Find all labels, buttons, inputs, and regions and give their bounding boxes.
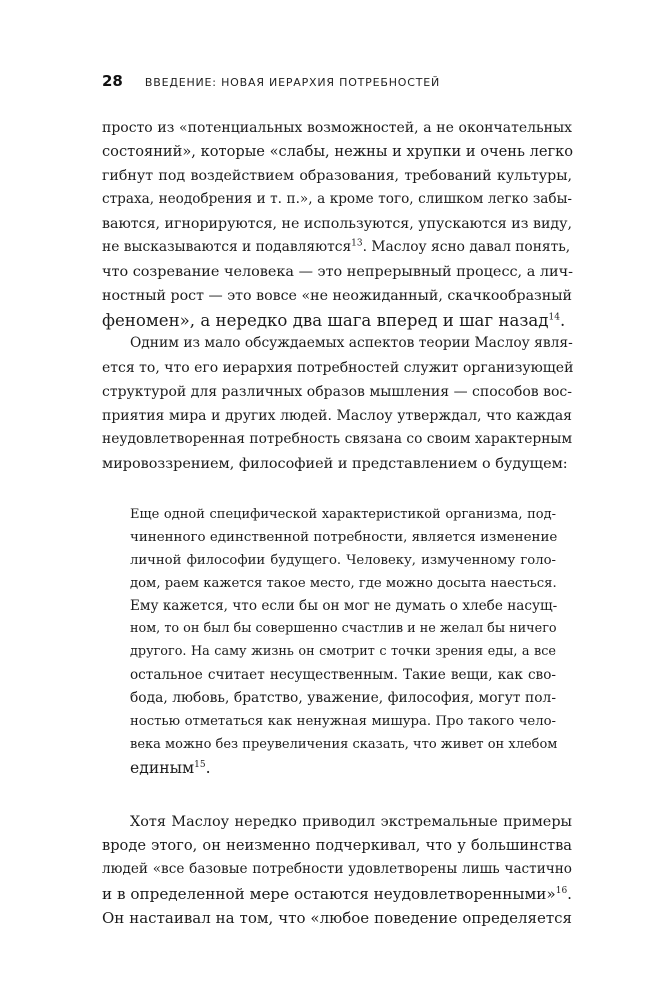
text-run: . — [205, 759, 211, 777]
footnote-ref-16: 16 — [555, 885, 568, 896]
body-line: неудовлетворенная потребность связана со своим характерным — [102, 431, 573, 447]
text-run: не высказываются и подавляются — [102, 239, 352, 255]
quote-line: бода, любовь, братство, уважение, философия, могут пол- — [130, 690, 556, 706]
body-line: ваются, игнорируются, не используются, упускаются из виду, — [102, 216, 573, 232]
footnote-ref-15: 15 — [194, 759, 206, 770]
body-line: вроде этого, он неизменно подчеркивал, что у большинства — [102, 837, 572, 854]
body-line — [102, 238, 572, 255]
body-line: структурой для различных образов мышления — способов вос- — [102, 384, 572, 400]
quote-line: дом, раем кажется такое место, где можно досыта наесться. — [130, 576, 557, 591]
body-line: приятия мира и других людей. Маслоу утверждал, что каждая — [102, 408, 572, 424]
body-line: страха, неодобрения и т. п.», а кроме того, слишком легко забы- — [102, 191, 572, 207]
body-line: просто из «потенциальных возможностей, а не окончательных — [102, 120, 572, 136]
text-run: феномен», а нередко два шага вперед и шаг назад — [102, 311, 549, 330]
page-header — [102, 72, 440, 90]
body-line: Он настаивал на том, что «любое поведение определяется — [102, 909, 572, 927]
body-line: мировоззрением, философией и представлением о будущем: — [102, 456, 568, 472]
body-line: что созревание человека — это непрерывный процесс, а лич- — [102, 264, 573, 280]
quote-line: личной философии будущего. Человеку, измученному голо- — [130, 553, 556, 568]
text-run: единым — [130, 759, 195, 777]
body-line: ется то, что его иерархия потребностей служит организующей — [102, 360, 574, 376]
quote-line: чиненного единственной потребности, является изменение — [130, 530, 558, 545]
quote-line: другого. На саму жизнь он смотрит с точки зрения еды, а все — [130, 644, 556, 659]
text-run: . Маслоу ясно давал понять, — [362, 239, 571, 255]
quote-line: ностью отметаться как ненужная мишура. Про такого чело- — [130, 714, 556, 729]
body-line: гибнут под воздействием образования, требований культуры, — [102, 168, 572, 184]
body-line: Хотя Маслоу нередко приводил экстремальные примеры — [130, 814, 572, 830]
body-line: людей «все базовые потребности удовлетворены лишь частично — [102, 861, 572, 877]
page-number: 28 — [102, 72, 123, 90]
body-line — [102, 887, 572, 902]
body-line: ностный рост — это вовсе «не неожиданный, скачкообразный — [102, 288, 572, 304]
body-line — [102, 313, 572, 330]
quote-line: века можно без преувеличения сказать, что живет он хлебом — [130, 737, 558, 752]
text-run: и в определенной мере остаются неудовлетворенными» — [102, 885, 556, 903]
body-line: Одним из мало обсуждаемых аспектов теории Маслоу явля- — [130, 335, 573, 351]
running-head: ВВЕДЕНИЕ: НОВАЯ ИЕРАРХИЯ ПОТРЕБНОСТЕЙ — [144, 76, 441, 89]
quote-line: Еще одной специфической характеристикой организма, под- — [130, 507, 556, 522]
quote-line — [130, 761, 556, 777]
footnote-ref-14: 14 — [548, 312, 560, 323]
body-line: состояний», которые «слабы, нежны и хрупки и очень легко — [102, 143, 574, 160]
quote-line: ном, то он был бы совершенно счастлив и не желал бы ничего — [130, 621, 557, 636]
quote-line: остальное считает несущественным. Такие вещи, как сво- — [130, 667, 556, 683]
footnote-ref-13: 13 — [351, 238, 363, 249]
quote-line: Ему кажется, что если бы он мог не думать о хлебе насущ- — [130, 598, 558, 614]
text-run: . — [567, 885, 572, 903]
text-run: . — [559, 311, 566, 330]
